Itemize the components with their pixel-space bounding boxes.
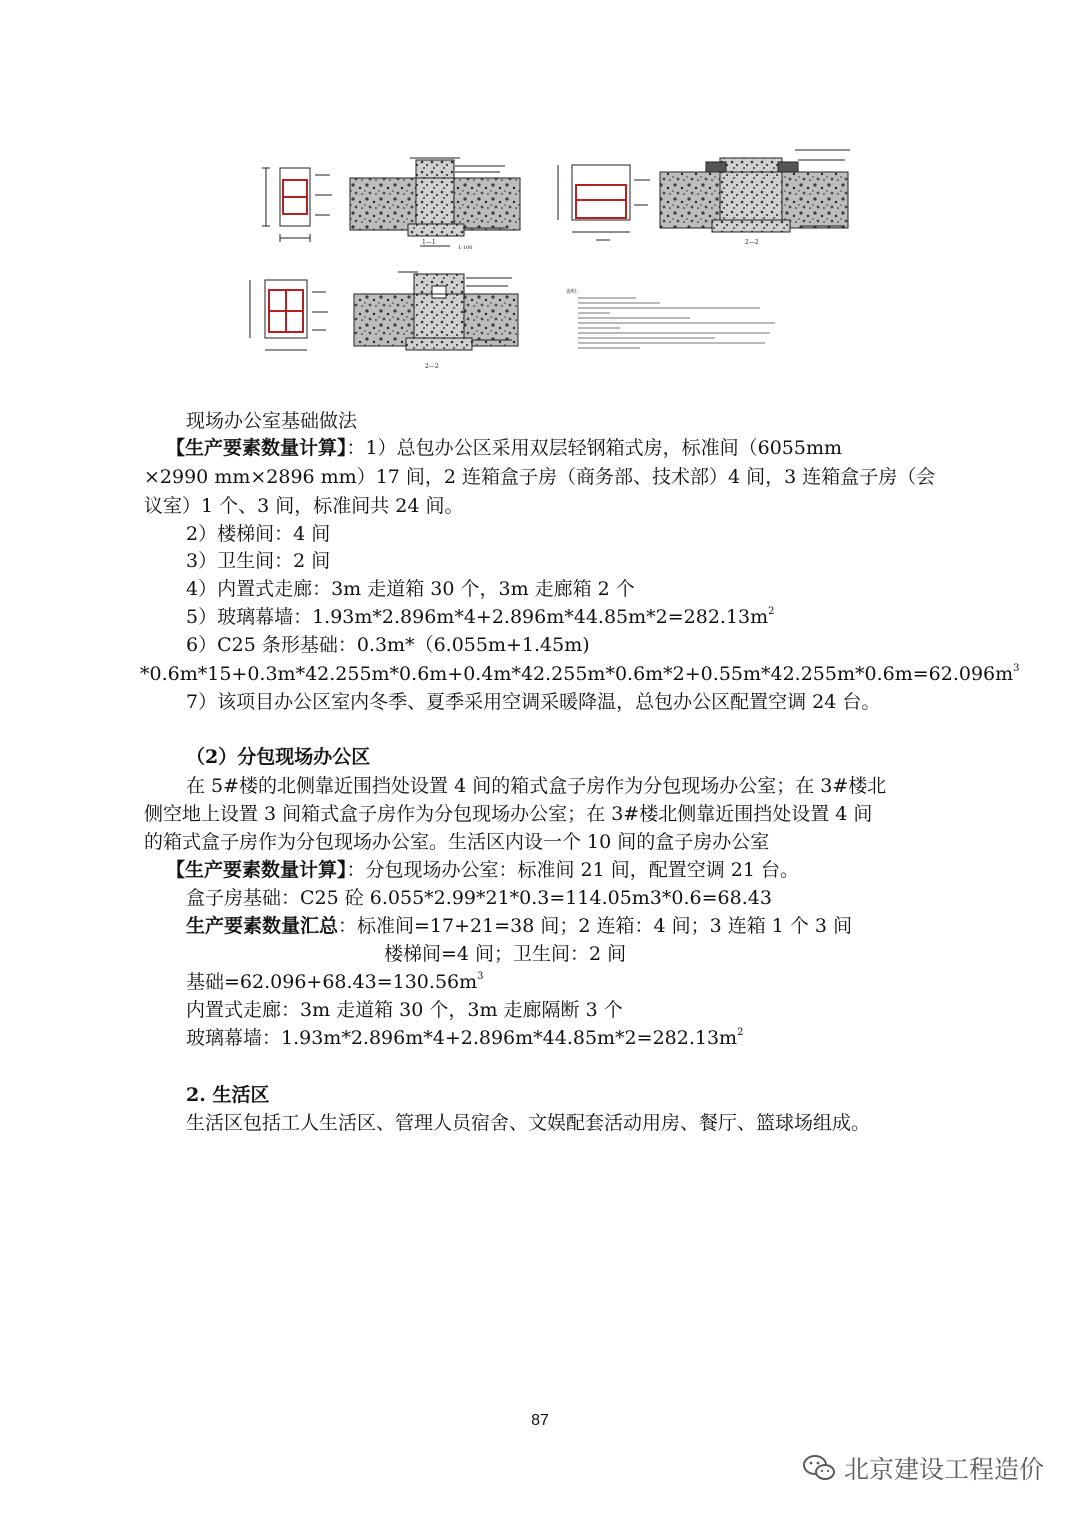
glass-summary bbox=[186, 1025, 743, 1051]
wechat-icon bbox=[802, 1453, 836, 1483]
summary-line2: 楼梯间=4 间；卫生间：2 间 bbox=[384, 943, 627, 965]
glass-summary-text: 玻璃幕墙：1.93m*2.896m*4+2.896m*44.85m*2=282.13m bbox=[186, 1027, 738, 1049]
subcontract-para-2: 侧空地上设置 3 间箱式盒子房作为分包现场办公室；在 3#楼北侧靠近围挡处设置 4 间 bbox=[144, 803, 873, 825]
section-subcontract-title: （2）分包现场办公区 bbox=[186, 746, 371, 768]
section-2-2-top-label: 2—2 bbox=[745, 239, 759, 246]
item-stairs: 2）楼梯间：4 间 bbox=[186, 523, 331, 545]
calc2-heading: 【生产要素数量计算】 bbox=[166, 859, 347, 881]
drawing-caption: 现场办公室基础做法 bbox=[186, 410, 358, 432]
foundation-total-text: 基础=62.096+68.43=130.56m bbox=[186, 971, 478, 993]
section-1-1-label: 1—1 bbox=[422, 239, 436, 246]
living-paragraph: 生活区包括工人生活区、管理人员宿舍、文娱配套活动用房、餐厅、篮球场组成。 bbox=[186, 1112, 871, 1134]
calc1-line3: 议室）1 个、3 间，标准间共 24 间。 bbox=[144, 495, 464, 517]
item-aircon: 7）该项目办公区室内冬季、夏季采用空调采暖降温，总包办公区配置空调 24 台。 bbox=[186, 691, 881, 713]
summary-heading: 生产要素数量汇总 bbox=[186, 915, 339, 937]
calc2-line bbox=[166, 857, 799, 883]
calc1-heading: 【生产要素数量计算】 bbox=[166, 437, 347, 459]
calc1-line2: ×2990 mm×2896 mm）17 间，2 连箱盒子房（商务部、技术部）4 间，3 连箱盒子房（会 bbox=[144, 466, 936, 488]
subcontract-para-3: 的箱式盒子房作为分包现场办公室。生活区内设一个 10 间的盒子房办公室 bbox=[144, 831, 770, 853]
box-foundation-line: 盒子房基础：C25 砼 6.055*2.99*21*0.3=114.05m3*0.6=68.43 bbox=[186, 887, 772, 909]
item-corridor: 4）内置式走廊：3m 走道箱 30 个，3m 走廊箱 2 个 bbox=[186, 578, 635, 600]
watermark-text: 北京建设工程造价 bbox=[843, 1455, 1044, 1484]
watermark bbox=[802, 1450, 1044, 1486]
section-1-1-scale: 1:100 bbox=[458, 245, 473, 251]
calc2-text: ：分包现场办公室：标准间 21 间，配置空调 21 台。 bbox=[346, 859, 800, 881]
corridor-summary: 内置式走廊：3m 走道箱 30 个，3m 走廊隔断 3 个 bbox=[186, 999, 623, 1021]
section-living-title: 2. 生活区 bbox=[186, 1084, 270, 1106]
notes-title: 说明： bbox=[566, 289, 582, 295]
glass-summary-unit: 2 bbox=[737, 1027, 744, 1038]
item-foundation-a: 6）C25 条形基础：0.3m*（6.055m+1.45m) bbox=[186, 634, 590, 656]
page-number: 87 bbox=[531, 1412, 549, 1429]
item-foundation-b-text: *0.6m*15+0.3m*42.255m*0.6m+0.4m*42.255m*0.6m*2+0.55m*42.255m*0.6m=62.096m bbox=[140, 663, 1014, 685]
foundation-total-unit: 3 bbox=[477, 971, 484, 982]
subcontract-para-1: 在 5#楼的北侧靠近围挡处设置 4 间的箱式盒子房作为分包现场办公室；在 3#楼北 bbox=[186, 775, 887, 797]
item-foundation-b-unit: 3 bbox=[1013, 663, 1020, 674]
summary-text: ：标准间=17+21=38 间；2 连箱：4 间；3 连箱 1 个 3 间 bbox=[338, 915, 853, 937]
summary-line1 bbox=[186, 913, 852, 939]
foundation-total bbox=[186, 969, 484, 995]
section-2-2-bottom-label: 2—2 bbox=[425, 363, 439, 370]
item-glass-wall bbox=[186, 604, 775, 630]
item-glass-wall-text: 5）玻璃幕墙：1.93m*2.896m*4+2.896m*44.85m*2=282.13m bbox=[186, 606, 769, 628]
item-toilet: 3）卫生间：2 间 bbox=[186, 550, 331, 572]
calc1-line1 bbox=[166, 435, 842, 461]
item-glass-wall-unit: 2 bbox=[768, 606, 775, 617]
item-foundation-b bbox=[140, 661, 1020, 687]
calc1-text: ：1）总包办公区采用双层轻钢箱式房，标准间（6055mm bbox=[346, 437, 842, 459]
